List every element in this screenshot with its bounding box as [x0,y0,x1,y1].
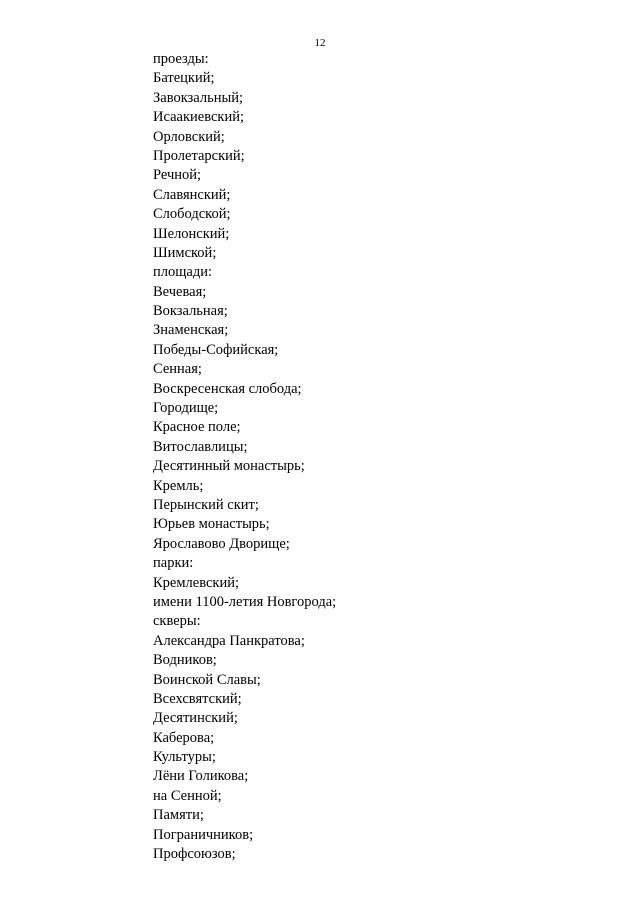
text-line: Витославлицы; [153,438,248,455]
text-line: имени 1100-летия Новгорода; [153,593,337,610]
text-line: Шимской; [153,244,217,261]
text-line: площади: [153,264,213,281]
text-line: Воскресенская слобода; [153,380,302,397]
text-line: Водников; [153,652,217,669]
text-line: Победы-Софийская; [153,341,279,358]
text-line: Юрьев монастырь; [153,516,270,533]
text-line: на Сенной; [153,787,222,804]
page-number: 12 [314,37,326,49]
text-line: Исаакиевский; [153,109,244,126]
text-line: Ярославово Дворище; [153,535,290,552]
text-line: Слободской; [153,206,231,223]
text-line: Воинской Славы; [153,671,261,688]
text-line: Каберова; [153,729,215,746]
text-line: Городище; [153,400,219,417]
text-line: Памяти; [153,807,204,824]
text-line: Профсоюзов; [153,846,236,863]
text-line: Вечевая; [153,283,207,300]
text-line: Перынский скит; [153,496,259,513]
text-line: Пограничников; [153,826,254,843]
document-body [153,50,593,864]
text-line: Всехсвятский; [153,690,242,707]
text-line: Завокзальный; [153,89,243,106]
text-line: Пролетарский; [153,147,245,164]
text-line: Батецкий; [153,70,215,87]
text-line: Кремлевский; [153,574,239,591]
text-line: Кремль; [153,477,204,494]
text-line: Десятинный монастырь; [153,458,305,475]
text-line: скверы: [153,613,201,630]
text-line: Славянский; [153,186,231,203]
text-line: парки: [153,555,194,572]
text-line: Александра Панкратова; [153,632,305,649]
text-line: Речной; [153,167,202,184]
text-line: Сенная; [153,361,202,378]
text-line: Шелонский; [153,225,230,242]
text-line: Знаменская; [153,322,229,339]
text-line: Вокзальная; [153,303,228,320]
text-line: Культуры; [153,749,216,766]
text-line: Лёни Голикова; [153,768,249,785]
text-line: проезды: [153,51,209,67]
text-line: Красное поле; [153,419,241,436]
text-line: Орловский; [153,128,225,145]
text-line: Десятинский; [153,710,238,727]
